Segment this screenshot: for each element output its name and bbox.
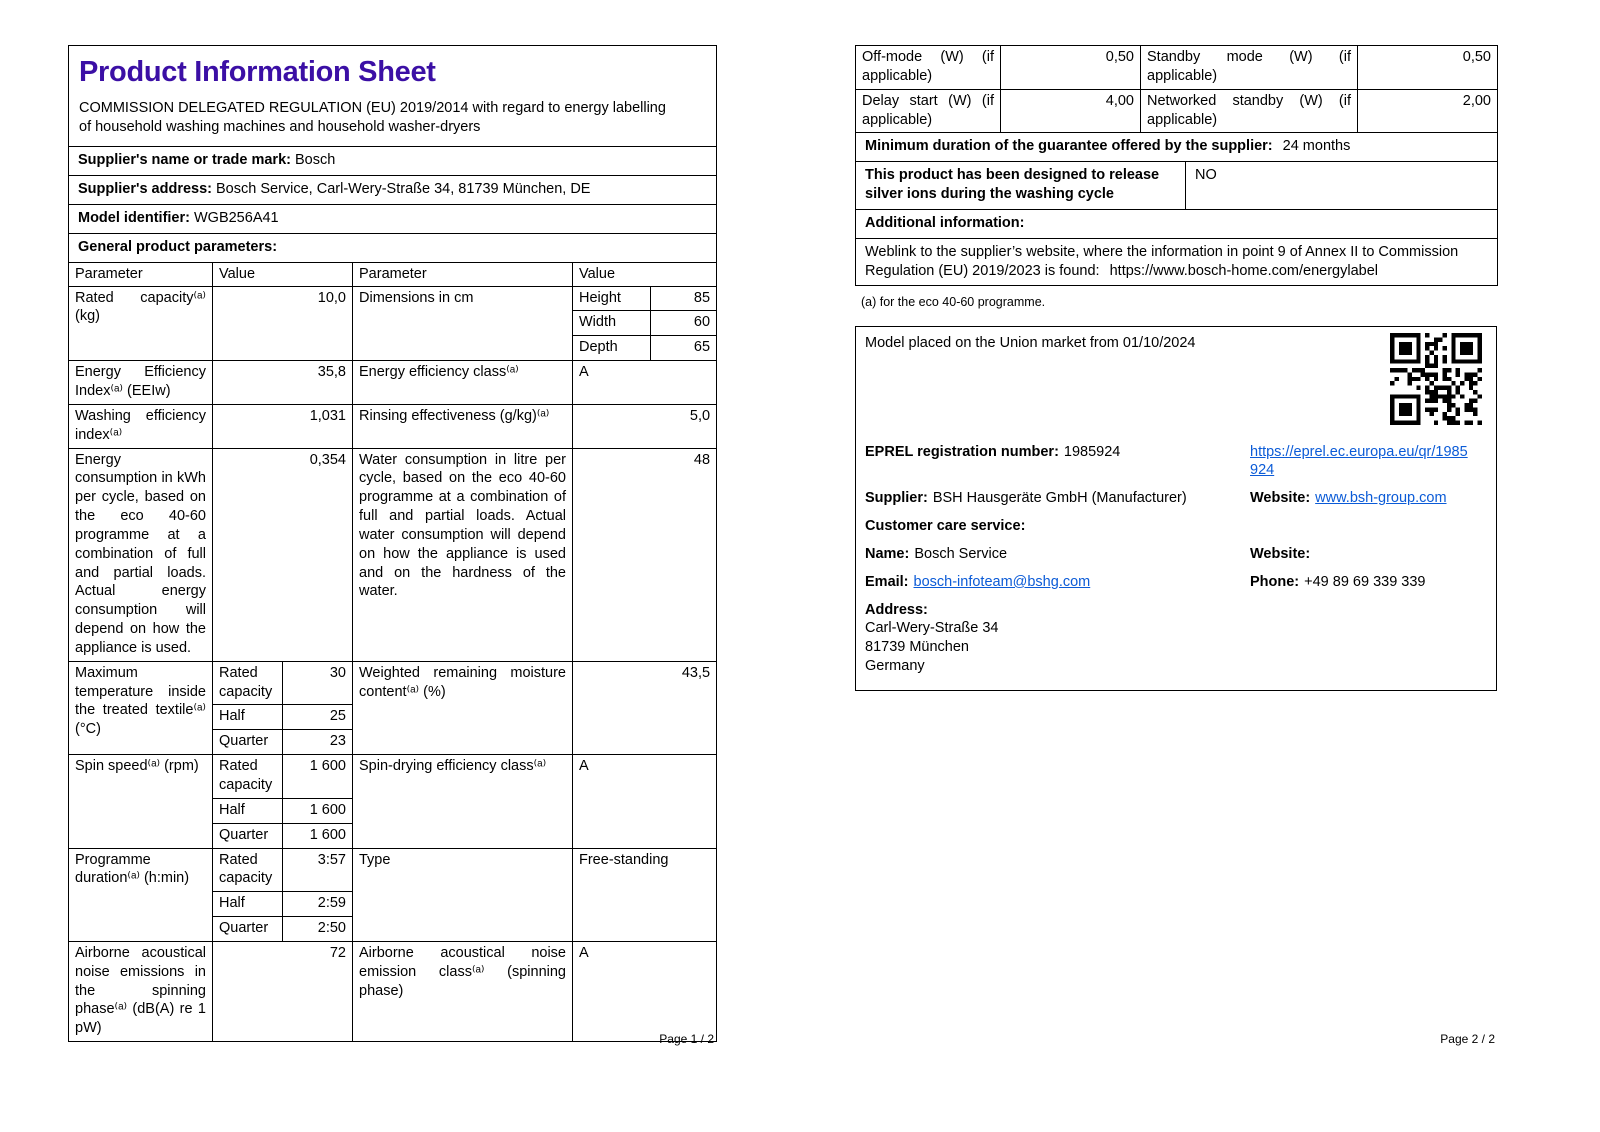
- rinsing-label: Rinsing effectiveness (g/kg)⁽ᵃ⁾: [353, 404, 573, 448]
- standby-label: Standby mode (W) (if applicable): [1141, 46, 1358, 90]
- market-placement-text: Model placed on the Union market from 01/10/2024: [865, 334, 1196, 351]
- spin-speed-label: Spin speed⁽ᵃ⁾ (rpm): [69, 755, 213, 848]
- website-label: Website:: [1250, 490, 1311, 507]
- customer-care-heading: Customer care service:: [865, 518, 1026, 535]
- additional-info-heading-row: [856, 209, 1498, 238]
- duration-label: Programme duration⁽ᵃ⁾ (h:min): [69, 848, 213, 941]
- moisture-label: Weighted remaining moisture content⁽ᵃ⁾ (%): [353, 661, 573, 754]
- washing-index-value: 1,031: [213, 404, 353, 448]
- service-name-label: Name:: [865, 545, 910, 562]
- noise-label: Airborne acoustical noise emissions in the spinning phase⁽ᵃ⁾ (dB(A) re 1 pW): [69, 941, 213, 1041]
- weblink-label: Weblink to the supplier’s website, where the information in point 9 of Annex II to Commission Regulation (EU) 2019/2023 is found:: [865, 243, 1459, 279]
- address-line-1: Carl-Wery-Straße 34: [865, 620, 999, 637]
- spin-class-label: Spin-drying efficiency class⁽ᵃ⁾: [353, 755, 573, 848]
- standby-value: 0,50: [1358, 46, 1498, 90]
- silver-ions-label: This product has been designed to release silver ions during the washing cycle: [865, 167, 1160, 203]
- phone-label: Phone:: [1250, 573, 1300, 590]
- delay-start-label: Delay start (W) (if applicable): [856, 89, 1001, 133]
- rated-capacity-label: Rated capacity⁽ᵃ⁾ (kg): [69, 286, 213, 361]
- supplier-address-value: Bosch Service, Carl-Wery-Straße 34, 81739 München, DE: [216, 181, 591, 198]
- duration-half-label: Half: [213, 892, 283, 917]
- general-params-heading: General product parameters:: [78, 238, 278, 255]
- dimension-width-value: 60: [651, 311, 717, 336]
- delay-start-value: 4,00: [1001, 89, 1141, 133]
- model-identifier-row: [69, 205, 717, 234]
- supplier-name-row: [69, 147, 717, 176]
- duration-rated-label: Rated capacity: [213, 848, 283, 892]
- type-label: Type: [353, 848, 573, 941]
- spin-rated-value: 1 600: [283, 755, 353, 799]
- spin-quarter-value: 1 600: [283, 823, 353, 848]
- spin-quarter-label: Quarter: [213, 823, 283, 848]
- rated-capacity-value: 10,0: [213, 286, 353, 361]
- supplier-name-value: Bosch: [294, 152, 336, 169]
- spin-rated-label: Rated capacity: [213, 755, 283, 799]
- address-line-3: Germany: [865, 658, 925, 675]
- page-title: Product Information Sheet: [79, 56, 436, 88]
- networked-standby-label: Networked standby (W) (if applicable): [1141, 89, 1358, 133]
- eei-label: Energy Efficiency Index⁽ᵃ⁾ (EEIᴡ): [69, 361, 213, 405]
- header-value-right: Value: [573, 262, 717, 286]
- max-temp-rated-value: 30: [283, 661, 353, 705]
- manufacturer-row: [865, 489, 1250, 508]
- silver-ions-label-cell: [856, 162, 1186, 210]
- page-2: [855, 45, 1497, 1046]
- energy-consumption-label: Energy consumption in kWh per cycle, based on the eco 40-60 programme at a combination of full and partial loads. Actual energy consumption will depend on how the appliance is used.: [69, 448, 213, 661]
- duration-quarter-label: Quarter: [213, 917, 283, 942]
- website-row: [1250, 489, 1486, 508]
- address-line-2: 81739 München: [865, 639, 969, 656]
- address-lines: [865, 619, 1486, 676]
- phone-row: [1250, 573, 1486, 592]
- dimension-height-label: Height: [573, 286, 651, 311]
- energy-class-value: A: [573, 361, 717, 405]
- type-value: Free-standing: [573, 848, 717, 941]
- eprel-link-cell: [1250, 443, 1472, 481]
- max-temp-rated-label: Rated capacity: [213, 661, 283, 705]
- silver-ions-value-cell: [1186, 162, 1498, 210]
- moisture-value: 43,5: [573, 661, 717, 754]
- supplier-name-label: Supplier's name or trade mark:: [78, 152, 291, 169]
- page-1-footer: Page 1 / 2: [659, 1032, 714, 1046]
- guarantee-row: [856, 133, 1498, 162]
- email-link[interactable]: bosch-infoteam@bshg.com: [913, 573, 1091, 590]
- washing-index-label: Washing efficiency index⁽ᵃ⁾: [69, 404, 213, 448]
- duration-half-value: 2:59: [283, 892, 353, 917]
- water-consumption-label: Water consumption in litre per cycle, based on the eco 40-60 programme at a combination of full and partial loads. Actual water consumption will depend on how the appliance is used and on the hardness of the water.: [353, 448, 573, 661]
- water-consumption-value: 48: [573, 448, 717, 661]
- website2-label: Website:: [1250, 545, 1311, 562]
- noise-class-label: Airborne acoustical noise emission class⁽ᵃ⁾ (spinning phase): [353, 941, 573, 1041]
- max-temperature-label: Maximum temperature inside the treated textile⁽ᵃ⁾ (°C): [69, 661, 213, 754]
- dimension-height-value: 85: [651, 286, 717, 311]
- weblink-row: [856, 238, 1498, 286]
- eprel-row: [865, 443, 1250, 481]
- manufacturer-value: BSH Hausgeräte GmbH (Manufacturer): [932, 490, 1187, 507]
- energy-class-label: Energy efficiency class⁽ᵃ⁾: [353, 361, 573, 405]
- market-info-box: [855, 326, 1497, 692]
- website-link[interactable]: www.bsh-group.com: [1315, 490, 1447, 507]
- email-row: [865, 573, 1250, 592]
- qr-code: [1390, 333, 1482, 425]
- eprel-label: EPREL registration number:: [865, 443, 1059, 460]
- email-label: Email:: [865, 573, 909, 590]
- header-parameter-right: Parameter: [353, 262, 573, 286]
- supplier-address-row: [69, 176, 717, 205]
- additional-info-heading: Additional information:: [865, 214, 1025, 231]
- service-name-row: [865, 545, 1250, 564]
- service-name-value: Bosch Service: [914, 545, 1008, 562]
- off-mode-value: 0,50: [1001, 46, 1141, 90]
- max-temp-quarter-value: 23: [283, 730, 353, 755]
- duration-quarter-value: 2:50: [283, 917, 353, 942]
- networked-standby-value: 2,00: [1358, 89, 1498, 133]
- regulation-subtitle: COMMISSION DELEGATED REGULATION (EU) 2019/2014 with regard to energy labelling of household washing machines and household washer-dryers: [79, 99, 666, 135]
- energy-consumption-value: 0,354: [213, 448, 353, 661]
- weblink-url: https://www.bosch-home.com/energylabel: [1109, 262, 1378, 279]
- noise-class-value: A: [573, 941, 717, 1041]
- page-1: [68, 45, 716, 1046]
- phone-value: +49 89 69 339 339: [1304, 573, 1426, 590]
- dimensions-label: Dimensions in cm: [353, 286, 573, 361]
- max-temp-quarter-label: Quarter: [213, 730, 283, 755]
- eprel-value: 1985924: [1063, 443, 1121, 460]
- model-identifier-label: Model identifier:: [78, 210, 190, 227]
- off-mode-label: Off-mode (W) (if applicable): [856, 46, 1001, 90]
- page-2-footer: Page 2 / 2: [1440, 1032, 1495, 1046]
- rinsing-value: 5,0: [573, 404, 717, 448]
- title-block: [69, 46, 717, 147]
- supplier-address-label: Supplier's address:: [78, 181, 212, 198]
- duration-rated-value: 3:57: [283, 848, 353, 892]
- dimension-width-label: Width: [573, 311, 651, 336]
- eprel-link[interactable]: https://eprel.ec.europa.eu/qr/1985924: [1250, 443, 1468, 479]
- contact-details: [865, 443, 1486, 620]
- product-info-table: [68, 45, 717, 1042]
- general-params-heading-row: [69, 233, 717, 262]
- header-value-left: Value: [213, 262, 353, 286]
- dimension-depth-value: 65: [651, 336, 717, 361]
- max-temp-half-value: 25: [283, 705, 353, 730]
- max-temp-half-label: Half: [213, 705, 283, 730]
- spin-half-value: 1 600: [283, 798, 353, 823]
- manufacturer-label: Supplier:: [865, 490, 928, 507]
- silver-ions-value: NO: [1195, 167, 1217, 184]
- eco-footnote: (a) for the eco 40-60 programme.: [861, 295, 1046, 310]
- power-modes-table: [855, 45, 1498, 286]
- dimension-depth-label: Depth: [573, 336, 651, 361]
- header-parameter-left: Parameter: [69, 262, 213, 286]
- guarantee-label: Minimum duration of the guarantee offered by the supplier:: [865, 138, 1273, 155]
- guarantee-value: 24 months: [1282, 138, 1351, 155]
- address-heading: Address:: [865, 601, 928, 618]
- noise-value: 72: [213, 941, 353, 1041]
- website2-row: [1250, 545, 1486, 564]
- spin-half-label: Half: [213, 798, 283, 823]
- eei-value: 35,8: [213, 361, 353, 405]
- model-identifier-value: WGB256A41: [193, 210, 279, 227]
- spin-class-value: A: [573, 755, 717, 848]
